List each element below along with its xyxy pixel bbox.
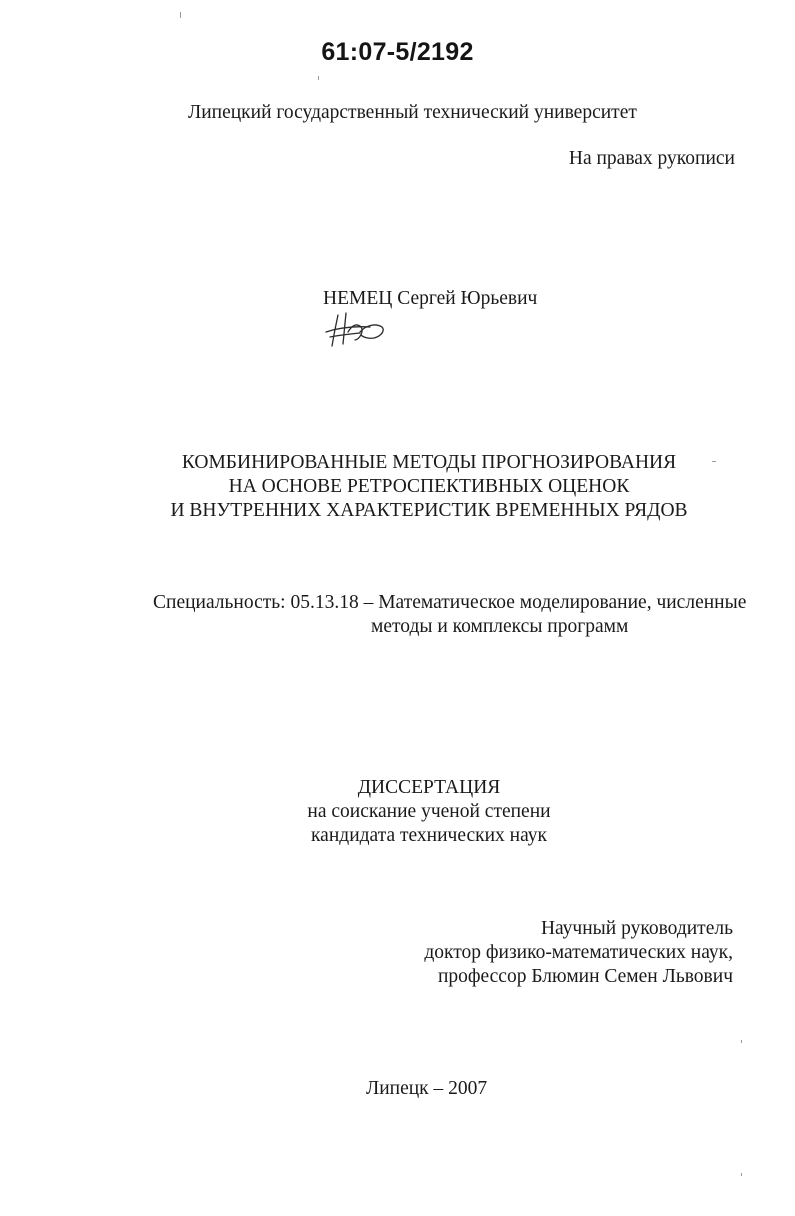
- author-signature: [324, 310, 386, 350]
- scan-speck: [741, 1173, 742, 1176]
- scan-speck: [180, 12, 181, 18]
- specialty-line-2: методы и комплексы программ: [371, 616, 629, 637]
- title-line-2: НА ОСНОВЕ РЕТРОСПЕКТИВНЫХ ОЦЕНОК: [228, 476, 630, 497]
- archive-code: 61:07-5/2192: [321, 38, 474, 66]
- degree-line-1: на соискание ученой степени: [307, 801, 551, 822]
- university-name: Липецкий государственный технический университет: [188, 102, 637, 123]
- specialty-line-1: Специальность: 05.13.18 – Математическое моделирование, численные: [153, 592, 747, 613]
- supervisor-line-1: Научный руководитель: [540, 918, 733, 939]
- author-name: НЕМЕЦ Сергей Юрьевич: [323, 288, 538, 309]
- scan-speck: [712, 461, 716, 462]
- degree-heading: ДИССЕРТАЦИЯ: [357, 777, 501, 798]
- supervisor-line-2: доктор физико-математических наук,: [424, 942, 733, 963]
- scan-speck: [318, 76, 319, 80]
- degree-block: [0, 776, 795, 848]
- supervisor-line-3: профессор Блюмин Семен Львович: [437, 966, 733, 987]
- supervisor-block: [424, 917, 733, 989]
- title-line-3: И ВНУТРЕННИХ ХАРАКТЕРИСТИК ВРЕМЕННЫХ РЯДОВ: [170, 500, 688, 521]
- title-line-1: КОМБИНИРОВАННЫЕ МЕТОДЫ ПРОГНОЗИРОВАНИЯ: [181, 452, 677, 473]
- scan-speck: [741, 1040, 742, 1043]
- city-year: Липецк – 2007: [366, 1078, 488, 1099]
- dissertation-title: [0, 451, 795, 523]
- degree-line-2: кандидата технических наук: [311, 825, 547, 846]
- rights-note: На правах рукописи: [568, 148, 735, 169]
